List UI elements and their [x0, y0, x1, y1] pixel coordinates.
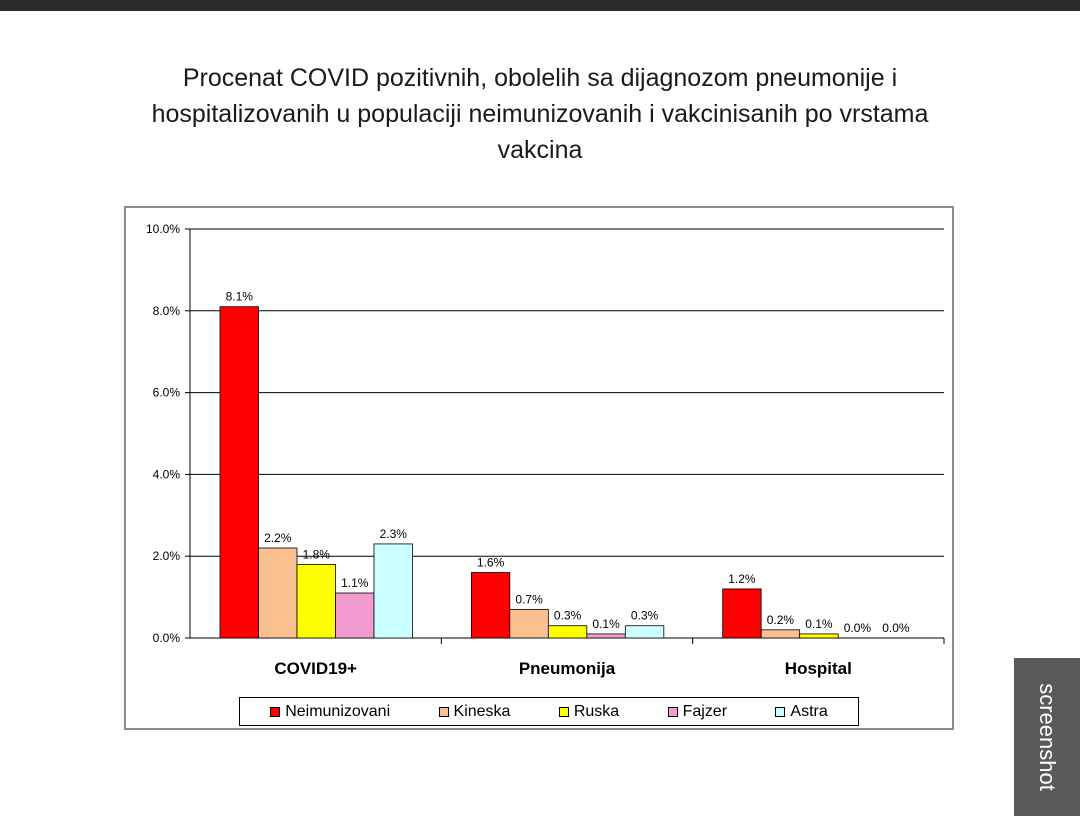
data-label: 0.7%	[515, 592, 543, 607]
bar	[259, 548, 298, 638]
legend-item	[668, 703, 727, 721]
category-label: COVID19+	[274, 659, 358, 678]
bar	[761, 630, 800, 638]
bar	[336, 593, 375, 638]
legend-label: Neimunizovani	[285, 702, 391, 720]
legend-item	[559, 703, 619, 721]
data-label: 0.0%	[843, 621, 872, 635]
data-label: 0.3%	[553, 608, 582, 623]
legend-label: Astra	[790, 702, 828, 720]
data-label: 8.1%	[225, 289, 253, 304]
legend-label: Fajzer	[682, 702, 728, 720]
y-tick-label: 10.0%	[145, 222, 180, 236]
bar	[510, 609, 549, 638]
legend-label: Kineska	[453, 702, 511, 720]
bar	[800, 634, 839, 638]
y-tick-label: 6.0%	[152, 385, 180, 400]
data-label: 1.1%	[341, 576, 369, 591]
bar	[471, 573, 510, 638]
legend-swatch	[559, 707, 569, 717]
screenshot-side-tab[interactable]	[1014, 658, 1080, 816]
data-label: 0.3%	[630, 608, 659, 623]
y-tick-label: 4.0%	[152, 467, 180, 482]
data-label: 0.1%	[592, 616, 620, 631]
data-label: 2.3%	[379, 526, 407, 541]
bar	[374, 544, 413, 638]
legend-swatch	[775, 707, 785, 717]
data-label: 1.2%	[728, 571, 756, 586]
side-tab-label: screenshot	[1035, 683, 1060, 791]
y-tick-label: 0.0%	[152, 631, 180, 645]
category-label: Hospital	[784, 659, 852, 678]
bar	[587, 634, 626, 638]
y-tick-label: 2.0%	[152, 549, 180, 564]
data-label: 2.2%	[264, 531, 292, 546]
bar	[548, 626, 587, 638]
legend-item	[439, 703, 511, 721]
y-tick-label: 8.0%	[152, 303, 180, 318]
data-label: 1.6%	[476, 555, 505, 570]
legend-swatch	[668, 707, 678, 717]
data-label: 0.1%	[805, 616, 833, 631]
legend-label: Ruska	[573, 702, 620, 720]
bar	[220, 307, 259, 638]
data-label: 1.8%	[302, 547, 330, 562]
page-title: Procenat COVID pozitivnih, obolelih sa dijagnozom pneumonije i hospitalizovanih u populaciji neimunizovanih i vakcinisanih po vrstama vakcina	[151, 64, 929, 164]
legend-swatch	[270, 707, 280, 717]
legend-item	[270, 703, 390, 721]
data-label: 0.0%	[882, 621, 910, 635]
category-label: Pneumonija	[518, 659, 616, 678]
chart-legend	[239, 697, 859, 726]
legend-swatch	[439, 707, 449, 717]
bar	[297, 564, 336, 638]
bar	[625, 626, 664, 638]
bar	[723, 589, 762, 638]
legend-item	[775, 703, 827, 721]
data-label: 0.2%	[766, 612, 795, 627]
